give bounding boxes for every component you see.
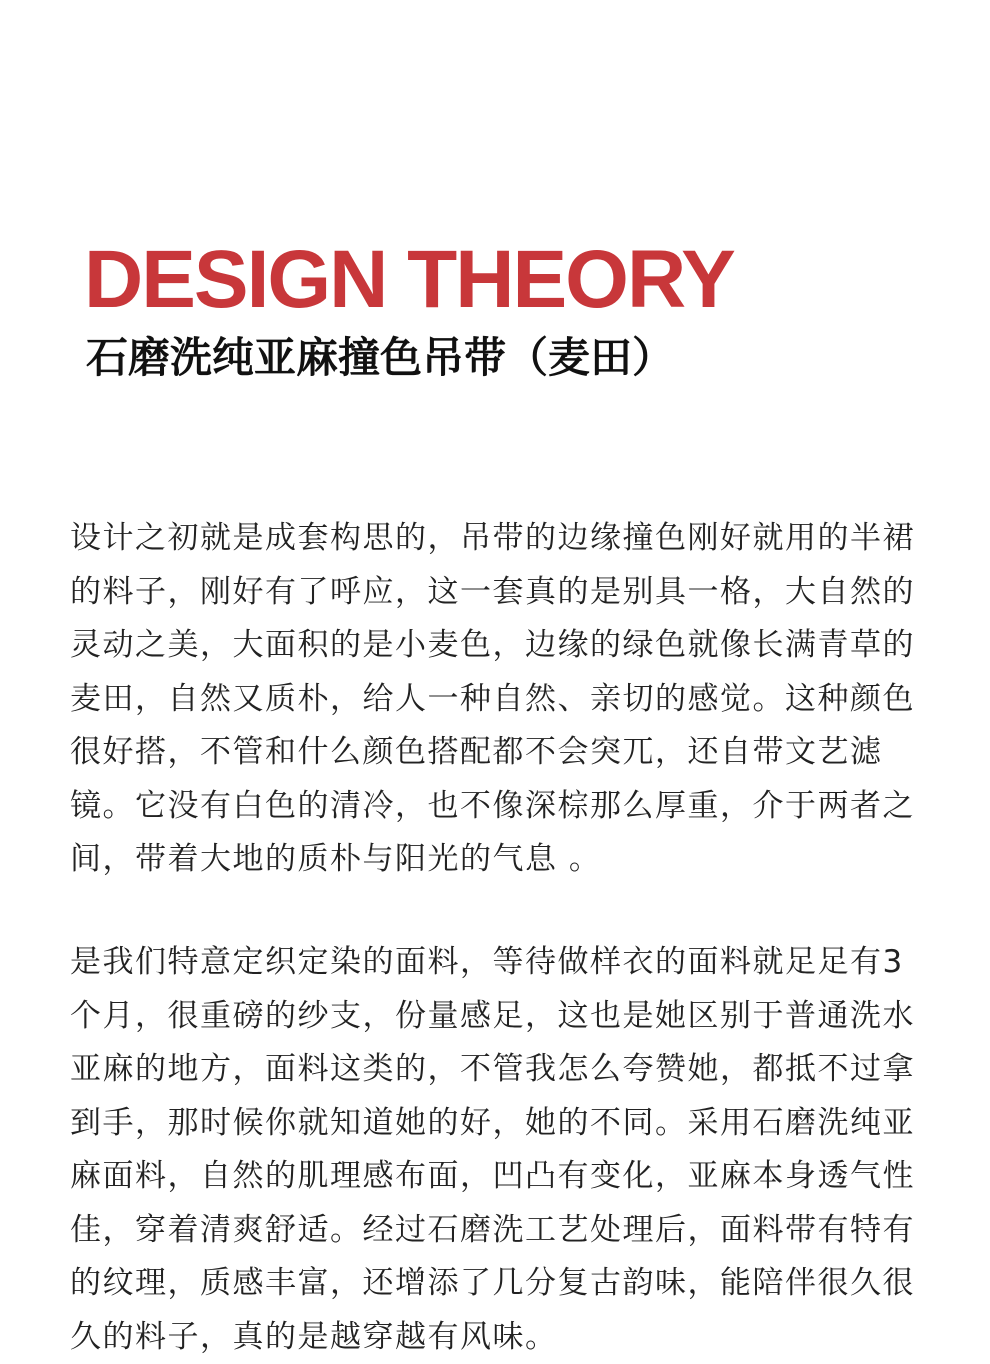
product-title: 石磨洗纯亚麻撞色吊带（麦田） [86, 333, 675, 382]
paragraph-fabric-description: 是我们特意定织定染的面料，等待做样衣的面料就足足有3个月，很重磅的纱支，份量感足，这也是她区别于普通洗水亚麻的地方，面料这类的，不管我怎么夸赞她，都抵不过拿到手，那时候你就知道她的好，她的不同。采用石磨洗纯亚麻面料，自然的肌理感布面，凹凸有变化，亚麻本身透气性佳，穿着清爽舒适。经过石磨洗工艺处理后，面料带有特有的纹理，质感丰富，还增添了几分复古韵味，能陪伴很久很久的料子，真的是越穿越有风味。 [70, 944, 915, 1355]
paragraph-design-concept: 设计之初就是成套构思的，吊带的边缘撞色刚好就用的半裙的料子，刚好有了呼应，这一套真的是别具一格，大自然的灵动之美，大面积的是小麦色，边缘的绿色就像长满青草的麦田，自然又质朴，给人一种自然、亲切的感觉。这种颜色很好搭，不管和什么颜色搭配都不会突兀，还自带文艺滤镜。它没有白色的清冷，也不像深棕那么厚重，介于两者之间，带着大地的质朴与阳光的气息 。 [70, 520, 915, 877]
design-theory-heading: DESIGN THEORY [84, 234, 734, 325]
